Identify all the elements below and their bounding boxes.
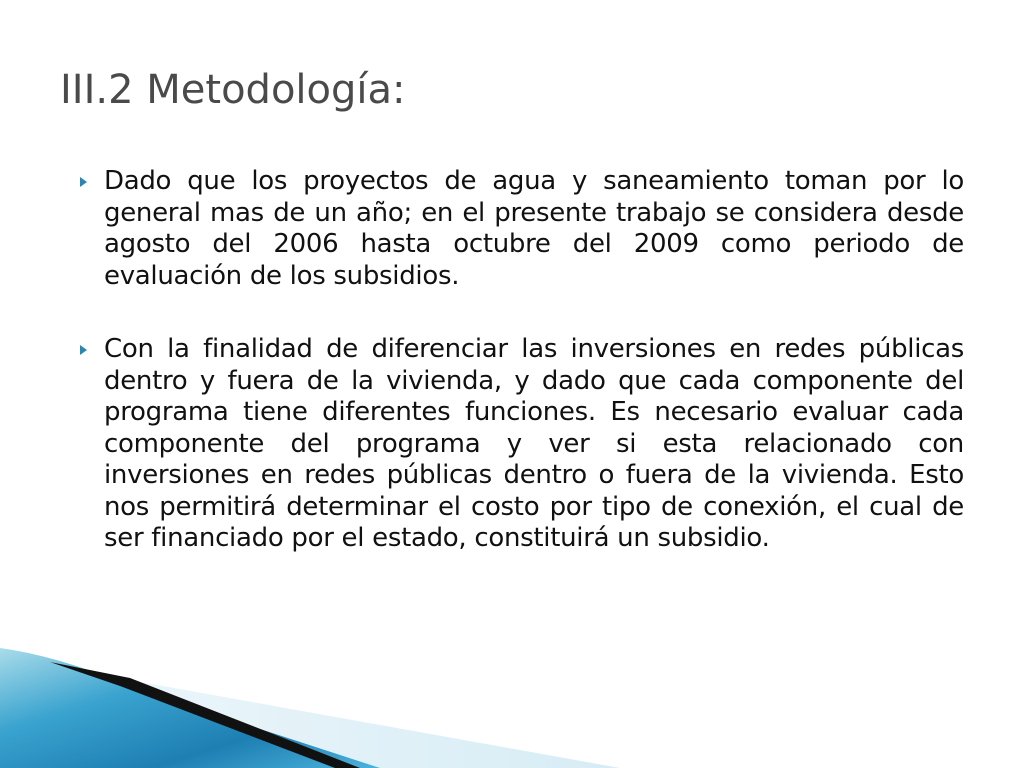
bullet-arrow-icon bbox=[80, 345, 87, 355]
bullet-list bbox=[74, 166, 964, 597]
swoosh-pale-band bbox=[40, 664, 620, 768]
bullet-arrow-icon bbox=[80, 177, 87, 187]
swoosh-dark-line bbox=[50, 662, 360, 768]
bullet-item-2 bbox=[74, 334, 964, 555]
bullet-text-1: Dado que los proyectos de agua y saneamiento toman por lo general mas de un año; en el presente trabajo se considera desde agosto del 2006 hasta octubre del 2009 como periodo de evaluación de los subsidios. bbox=[104, 166, 964, 291]
bullet-text-2: Con la finalidad de diferenciar las inversiones en redes públicas dentro y fuera de la vivienda, y dado que cada componente del programa tiene diferentes funciones. Es necesario evaluar cada componente del programa y ver si esta relacionado con inversiones en redes públicas dentro o fuera de la vivienda. Esto nos permitirá determinar el costo por tipo de conexión, el cual de ser financiado por el estado, constituirá un subsidio. bbox=[104, 334, 964, 553]
bullet-item-1 bbox=[74, 166, 964, 292]
slide-title: III.2 Metodología: bbox=[60, 67, 406, 113]
swoosh-blue-band bbox=[0, 648, 380, 768]
